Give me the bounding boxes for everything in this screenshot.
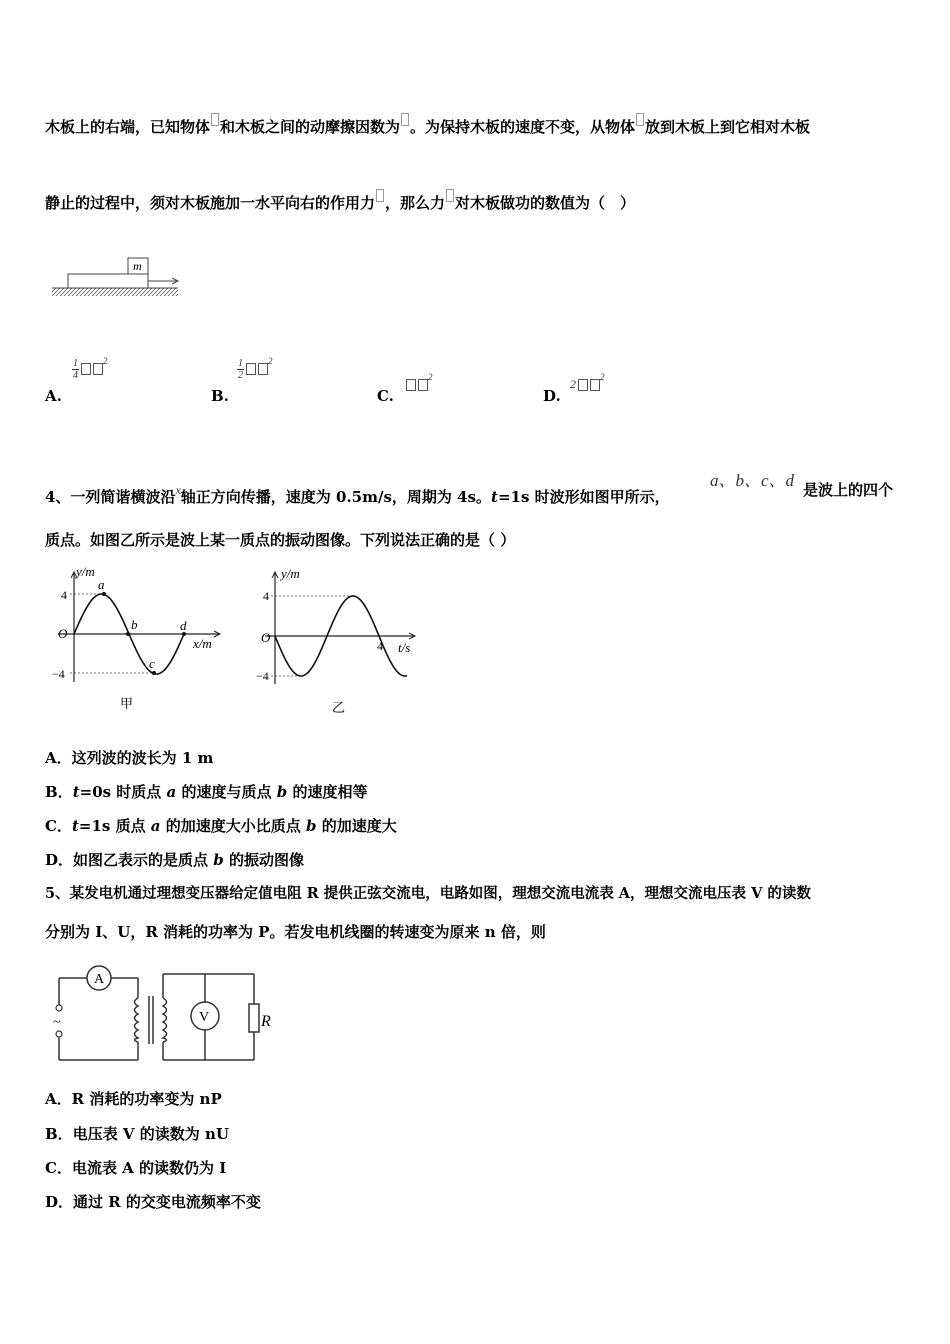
caption-jia: 甲 — [120, 697, 134, 712]
placeholder-glyph — [401, 113, 409, 126]
placeholder-glyph — [446, 189, 454, 202]
point-a — [102, 592, 106, 596]
label-b: b — [131, 617, 138, 632]
q5-line2: 分别为 I、U，R 消耗的功率为 P。若发电机线圈的转速变为原来 n 倍，则 — [45, 923, 546, 941]
t-tick-label: 4 — [377, 639, 383, 653]
ammeter-label: A — [94, 972, 105, 987]
q3-option-b-letter[interactable]: B. — [211, 387, 229, 405]
q4-option-a[interactable]: A．这列波的波长为 1 m — [45, 749, 214, 767]
block-on-board-figure — [50, 250, 190, 300]
wave-graph-jia — [48, 562, 228, 687]
x-label: x/m — [193, 636, 212, 651]
board — [68, 274, 148, 288]
label-c: c — [149, 656, 155, 671]
label-a: a — [98, 577, 105, 592]
fraction: $\frac{1}{4}$ — [73, 357, 78, 381]
q5-option-b[interactable]: B．电压表 V 的读数为 nU — [45, 1125, 229, 1143]
point-b — [126, 632, 130, 636]
y-max-label: 4 — [61, 588, 67, 602]
q4-line1-tail: 是波上的四个 — [803, 481, 894, 499]
q4-option-b[interactable]: B．t=0s 时质点 a 的速度与质点 b 的速度相等 — [45, 783, 368, 801]
point-c — [152, 671, 156, 675]
q3-option-c-letter[interactable]: C. — [377, 387, 394, 405]
q5-line1: 5、某发电机通过理想变压器给定值电阻 R 提供正弦交流电，电路如图，理想交流电流表 A，理想交流电压表 V 的读数 — [45, 885, 811, 902]
q3-line1: 木板上的右端，已知物体 和木板之间的动摩擦因数为 。为保持木板的速度不变，从物体 放到木板上到它相对木板 — [45, 113, 810, 137]
caption-yi: 乙 — [332, 701, 346, 716]
q3-option-a-formula[interactable]: $\frac{1}{4}$ $^2$ — [73, 356, 108, 381]
ac-source-symbol: ~ — [53, 1015, 61, 1030]
y-min-label: −4 — [52, 667, 65, 681]
q3-option-a-letter[interactable]: A. — [45, 387, 62, 405]
vibration-graph-yi — [255, 562, 425, 687]
q5-option-a[interactable]: A．R 消耗的功率变为 nP — [45, 1090, 222, 1108]
y-label: y/m — [281, 566, 300, 581]
q4-option-d[interactable]: D．如图乙表示的是质点 b 的振动图像 — [45, 851, 304, 869]
placeholder-glyph — [636, 113, 644, 126]
q3-option-d-formula[interactable]: 2 $^2$ — [570, 372, 605, 391]
transformer-circuit — [50, 958, 280, 1070]
q5-option-d[interactable]: D．通过 R 的交变电流频率不变 — [45, 1193, 261, 1211]
q4-line2: 质点。如图乙所示是波上某一质点的振动图像。下列说法正确的是（ ） — [45, 531, 516, 549]
placeholder-glyph — [211, 113, 219, 126]
q4-line1: 4、一列简谐横波沿$^x$轴正方向传播，速度为 0.5m/s，周期为 4s。t=1s 时波形如图甲所示， — [45, 483, 670, 506]
y-max-label: 4 — [263, 589, 269, 603]
y-min-label: −4 — [256, 669, 269, 683]
resistor — [249, 1004, 259, 1032]
resistor-label: R — [261, 1013, 271, 1030]
q5-option-c[interactable]: C．电流表 A 的读数仍为 I — [45, 1159, 227, 1177]
q3-option-b-formula[interactable]: $\frac{1}{2}$ $^2$ — [238, 356, 273, 381]
q4-option-c[interactable]: C．t=1s 质点 a 的加速度大小比质点 b 的加速度大 — [45, 817, 397, 835]
q3-line2: 静止的过程中，须对木板施加一水平向右的作用力 ，那么力 对木板做功的数值为（ ） — [45, 189, 635, 213]
fraction: $\frac{1}{2}$ — [238, 357, 243, 381]
origin-label: O — [58, 626, 68, 641]
origin-label: O — [261, 630, 271, 645]
q3-option-d-letter[interactable]: D. — [543, 387, 561, 405]
mass-label: m — [133, 259, 142, 273]
q4-points-label: a、b、c、d — [710, 471, 795, 490]
t-label: t/s — [398, 640, 411, 655]
q3-option-c-formula[interactable]: 2 — [404, 372, 433, 392]
voltmeter-label: V — [199, 1010, 210, 1025]
placeholder-glyph — [376, 189, 384, 202]
y-label: y/m — [76, 564, 95, 579]
label-d: d — [180, 618, 187, 633]
ground-hatch — [52, 288, 178, 296]
